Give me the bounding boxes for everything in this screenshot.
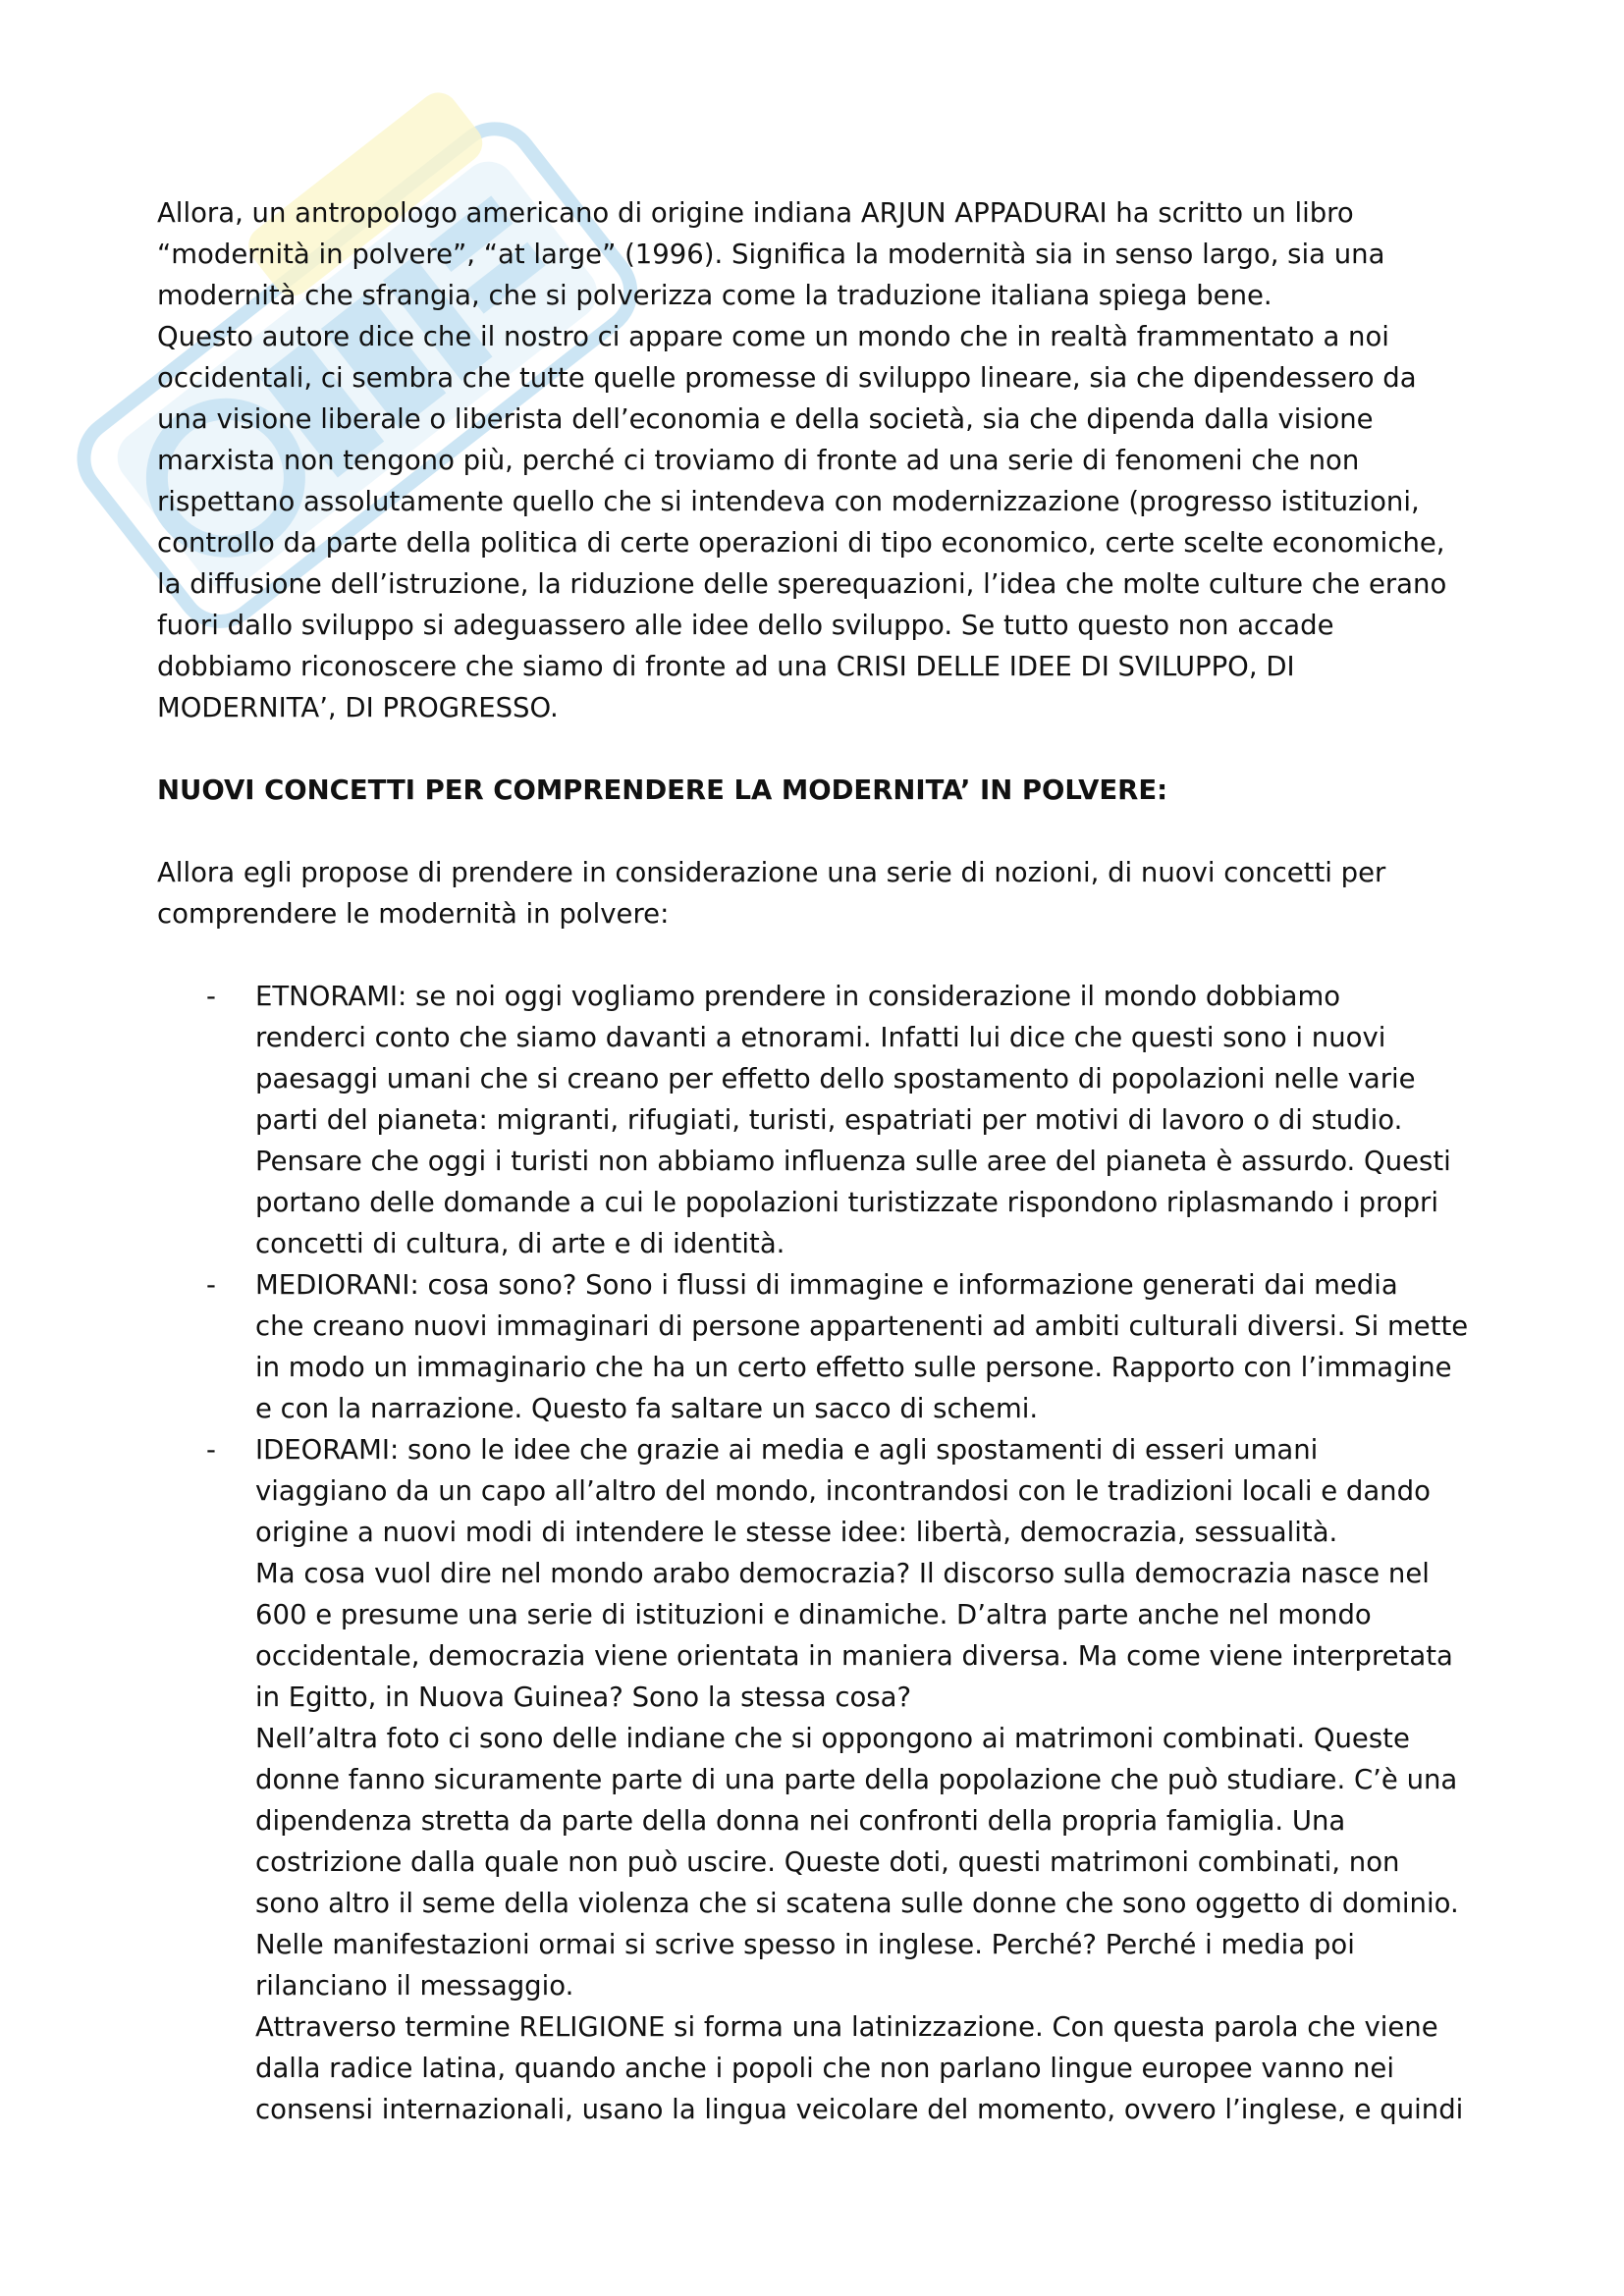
- text-line: controllo da parte della politica di certe operazioni di tipo economico, certe scelte economiche,: [157, 527, 1445, 559]
- text-line: Nell’altra foto ci sono delle indiane che si oppongono ai matrimoni combinati. Queste: [255, 1723, 1410, 1754]
- text-line: in Egitto, in Nuova Guinea? Sono la stessa cosa?: [255, 1682, 912, 1713]
- text-line: MEDIORANI: cosa sono? Sono i flussi di immagine e informazione generati dai media: [255, 1269, 1398, 1301]
- list-item: [157, 1264, 1492, 1429]
- text-line: rispettano assolutamente quello che si intendeva con modernizzazione (progresso istituzioni,: [157, 486, 1420, 517]
- text-line: dipendenza stretta da parte della donna nei confronti della propria famiglia. Una: [255, 1805, 1346, 1837]
- text-line: comprendere le modernità in polvere:: [157, 898, 670, 930]
- text-line: viaggiano da un capo all’altro del mondo, incontrandosi con le tradizioni locali e dando: [255, 1475, 1431, 1507]
- text-line: che creano nuovi immaginari di persone appartenenti ad ambiti culturali diversi. Si mette: [255, 1310, 1469, 1342]
- text-line: Attraverso termine RELIGIONE si forma una latinizzazione. Con questa parola che viene: [255, 2011, 1438, 2043]
- text-line: fuori dallo sviluppo si adeguassero alle idee dello sviluppo. Se tutto questo non accade: [157, 610, 1334, 641]
- text-line: IDEORAMI: sono le idee che grazie ai media e agli spostamenti di esseri umani: [255, 1434, 1319, 1466]
- text-line: paesaggi umani che si creano per effetto dello spostamento di popolazioni nelle varie: [255, 1063, 1416, 1095]
- text-line: occidentale, democrazia viene orientata in maniera diversa. Ma come viene interpretata: [255, 1640, 1453, 1672]
- text-line: e con la narrazione. Questo fa saltare un sacco di schemi.: [255, 1393, 1039, 1424]
- text-line: Allora, un antropologo americano di origine indiana ARJUN APPADURAI ha scritto un libro: [157, 197, 1354, 229]
- text-line: donne fanno sicuramente parte di una parte della popolazione che può studiare. C’è una: [255, 1764, 1458, 1795]
- bullet-dash: -: [206, 1269, 216, 1301]
- text-line: consensi internazionali, usano la lingua veicolare del momento, ovvero l’inglese, e quindi: [255, 2094, 1464, 2125]
- text-line: concetti di cultura, di arte e di identità.: [255, 1228, 785, 1259]
- text-line: la diffusione dell’istruzione, la riduzione delle sperequazioni, l’idea che molte culture che erano: [157, 568, 1447, 600]
- list-item-text: [255, 976, 1492, 1264]
- text-line: marxista non tengono più, perché ci troviamo di fronte ad una serie di fenomeni che non: [157, 445, 1360, 476]
- lead-paragraph: [157, 852, 1492, 934]
- text-line: in modo un immaginario che ha un certo effetto sulle persone. Rapporto con l’immagine: [255, 1352, 1452, 1383]
- text-line: dobbiamo riconoscere che siamo di fronte ad una CRISI DELLE IDEE DI SVILUPPO, DI: [157, 651, 1295, 682]
- text-line: parti del pianeta: migranti, rifugiati, turisti, espatriati per motivi di lavoro o di studio.: [255, 1104, 1403, 1136]
- list-item-text: [255, 1264, 1492, 1429]
- text-line: 600 e presume una serie di istituzioni e dinamiche. D’altra parte anche nel mondo: [255, 1599, 1372, 1630]
- list-item-text: [255, 1429, 1492, 2130]
- text-line: Allora egli propose di prendere in considerazione una serie di nozioni, di nuovi concetti per: [157, 857, 1386, 888]
- text-line: costrizione dalla quale non può uscire. Queste doti, questi matrimoni combinati, non: [255, 1846, 1400, 1878]
- concept-list: [157, 976, 1492, 2130]
- text-line: ETNORAMI: se noi oggi vogliamo prendere in considerazione il mondo dobbiamo: [255, 981, 1341, 1012]
- text-line: origine a nuovi modi di intendere le stesse idee: libertà, democrazia, sessualità.: [255, 1517, 1338, 1548]
- text-line: modernità che sfrangia, che si polverizza come la traduzione italiana spiega bene.: [157, 280, 1272, 311]
- text-line: rilanciano il messaggio.: [255, 1970, 574, 2002]
- intro-paragraph: [157, 192, 1492, 728]
- text-line: portano delle domande a cui le popolazioni turistizzate rispondono riplasmando i propri: [255, 1187, 1439, 1218]
- section-heading: NUOVI CONCETTI PER COMPRENDERE LA MODERNITA’ IN POLVERE:: [157, 774, 1168, 806]
- document-page: [157, 192, 1492, 2130]
- bullet-dash: -: [206, 1434, 216, 1466]
- text-line: sono altro il seme della violenza che si scatena sulle donne che sono oggetto di dominio.: [255, 1888, 1459, 1919]
- text-line: una visione liberale o liberista dell’economia e della società, sia che dipenda dalla visione: [157, 403, 1374, 435]
- text-line: Ma cosa vuol dire nel mondo arabo democrazia? Il discorso sulla democrazia nasce nel: [255, 1558, 1430, 1589]
- text-line: “modernità in polvere”, “at large” (1996). Significa la modernità sia in senso largo, sia una: [157, 239, 1385, 270]
- text-line: Nelle manifestazioni ormai si scrive spesso in inglese. Perché? Perché i media poi: [255, 1929, 1355, 1960]
- text-line: occidentali, ci sembra che tutte quelle promesse di sviluppo lineare, sia che dipendessero da: [157, 362, 1417, 394]
- text-line: Pensare che oggi i turisti non abbiamo influenza sulle aree del pianeta è assurdo. Questi: [255, 1146, 1451, 1177]
- list-item: [157, 1429, 1492, 2130]
- text-line: dalla radice latina, quando anche i popoli che non parlano lingue europee vanno nei: [255, 2053, 1394, 2084]
- bullet-dash: -: [206, 981, 216, 1012]
- text-line: MODERNITA’, DI PROGRESSO.: [157, 692, 559, 723]
- text-line: renderci conto che siamo davanti a etnorami. Infatti lui dice che questi sono i nuovi: [255, 1022, 1386, 1053]
- text-line: Questo autore dice che il nostro ci appare come un mondo che in realtà frammentato a noi: [157, 321, 1389, 352]
- list-item: [157, 976, 1492, 1264]
